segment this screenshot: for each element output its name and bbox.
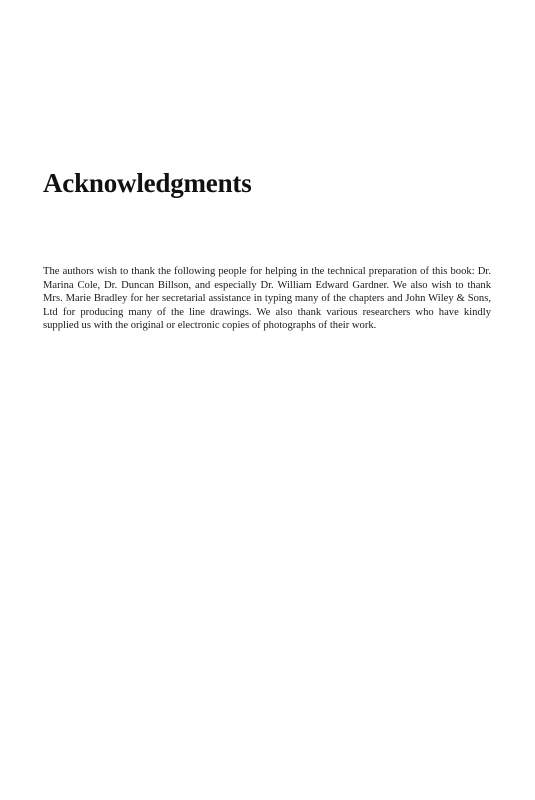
acknowledgments-paragraph: The authors wish to thank the following people for helping in the technical preparation of this book: Dr. Marina Cole, Dr. Duncan Billson, and especially Dr. William Edward Gardner. We also wish to thank Mrs. Marie Bradley for her secretarial assistance in typing many of the chapters and John Wiley & Sons, Ltd for producing many of the line drawings. We also thank various researchers who have kindly supplied us with the original or electronic copies of photographs of their work. (43, 266, 491, 331)
chapter-title: Acknowledgments (43, 168, 252, 198)
